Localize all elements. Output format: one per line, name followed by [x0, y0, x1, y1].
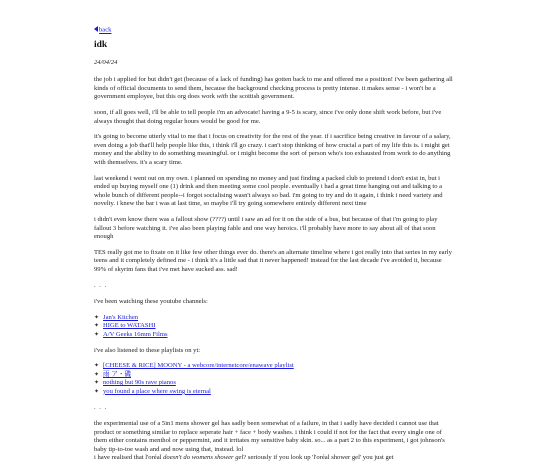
emphasis-loreal: doesn't do womens shower gel: [163, 454, 244, 462]
paragraph-weekend: last weekend i went out on my own. i planned on spending no money and just finding a packed club to pretend i don't exist in, but i ended up buying myself one (1) drink and then meeting some cool people. eventually i had a great time hanging out and talking to a whole bunch of different people--i forgot socialising wasn't always so bad. i'm going to try and do it again, i think i need variety and novelty. i knew the bar i was at last time, so maybe i'll try going somewhere entirely different next time: [94, 174, 443, 208]
playlist-link[interactable]: [CHEESE & RICE] MOONY - a webcore/internetcore/enawave playlist: [103, 362, 294, 370]
paragraph-loreal-end: ? seriously if you look up 'l'oréal shower gel' you just get: [243, 454, 394, 462]
paragraph-job: [94, 76, 454, 102]
star-bullet-icon: ✦: [94, 331, 100, 338]
star-bullet-icon: ✦: [94, 388, 100, 395]
list-item: [94, 371, 454, 380]
channel-link[interactable]: A/V Geeks 16mm Films: [103, 330, 168, 338]
paragraph-tes: TES really got me to fixate on it like few other things ever do. there's an alternate timeline where i got really into that series in my early teens and it completely defined me - i think it's a little sad that it never happened! instead for the last decade i've avoided it, because 99% of skyrim fans that i've met have sucked ass. sad!: [94, 248, 452, 273]
channel-link[interactable]: HIGE to WATASHI: [103, 322, 156, 330]
paragraph-job-text: the job i applied for but didn't get (because of a lack of funding) has gotten back to me and offered me a position! i've been gathering all kinds of official documents to send them, because the background checking process is pretty intense. it makes sense - i won't be a government employee, but this org does work: [94, 76, 453, 101]
list-item: [94, 331, 454, 340]
star-bullet-icon: ✦: [94, 314, 100, 321]
post-container: [94, 26, 454, 470]
channels-intro: i've been watching these youtube channels:: [94, 298, 208, 306]
post-date: 24/04/24: [94, 58, 118, 66]
list-item: [94, 322, 454, 331]
playlist-link[interactable]: nothing but 90s rave pianos: [103, 379, 176, 387]
back-link[interactable]: [94, 26, 454, 35]
emphasis-with: with: [216, 93, 228, 101]
star-bullet-icon: ✦: [94, 380, 100, 387]
paragraph-fallout: i didn't even know there was a fallout show (????) until i saw an ad for it on the side of a bus, but because of that i'm going to play fallout 3 before watching it. i've also been playing fable and one way heroics. i'll probably have more to say about all of that soon enough: [94, 216, 438, 241]
channels-list: [94, 314, 454, 340]
paragraph-loreal-text: i have realised that l'oréal: [94, 454, 162, 462]
paragraph-advocate: soon, if all goes well, i'll be able to tell people i'm an advocate! having a 9-5 is scary, since i've only done shift work before, but i've always thought that doing regular hours would be good for me.: [94, 109, 442, 125]
list-item: [94, 388, 454, 397]
star-bullet-icon: ✦: [94, 363, 100, 370]
left-triangle-icon: [94, 26, 98, 32]
playlists-list: [94, 362, 454, 396]
paragraph-creativity: it's going to become utterly vital to me that i focus on creativity for the rest of the year. if i sacrifice being creative in favour of a salary, even doing a job that'll help people like this, i think i'll go crazy. i can't stop thinking of how crucial a part of my life this is. i might get money and the ability to do something meaningful. or i might become the sort of person who's too exhausted from work to do anything with themselves. it's a scary time.: [94, 133, 451, 167]
post-title: idk: [94, 40, 108, 51]
list-item: [94, 362, 454, 371]
playlists-intro: i've also listened to these playlists on yt:: [94, 346, 201, 354]
star-bullet-icon: ✦: [94, 371, 100, 378]
list-item: [94, 379, 454, 388]
star-bullet-icon: ✦: [94, 323, 100, 330]
paragraph-job-end: the scottish government.: [229, 93, 295, 101]
playlist-link[interactable]: you found a place where swing is eternal: [103, 387, 211, 395]
channel-link[interactable]: Jan's Kitchen: [103, 313, 139, 321]
paragraph-shower-gel: [94, 420, 454, 463]
back-label: back: [99, 26, 112, 34]
playlist-link[interactable]: 雨 ア・磯: [103, 370, 132, 378]
list-item: [94, 314, 454, 323]
paragraph-shower-gel-text: the experimental use of a 5in1 mens shower gel has sadly been somewhat of a failure, in that i sadly have decided i cannot use that product or something similar to replace seperate hair + face + body washes. i think i could if not for the fact that every single one of them either contains menthol or peppermint, and it irritates my sensitive baby skin. so... as a part 2 to this experiment, i got johnson's baby tip-to-toe wash and and now using that, instead. lol: [94, 420, 445, 453]
section-separator: . . .: [94, 403, 108, 411]
section-separator: . . .: [94, 281, 108, 289]
